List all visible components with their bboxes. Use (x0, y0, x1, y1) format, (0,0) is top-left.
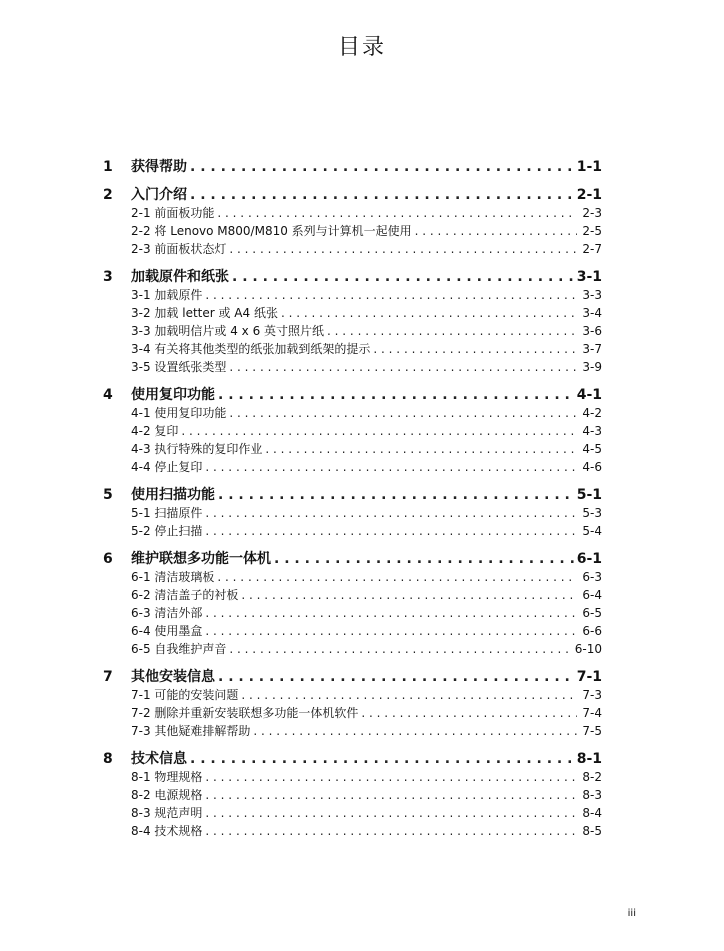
section-title: 7-2 删除并重新安装联想多功能一体机软件 (131, 706, 359, 720)
section-title: 8-3 规范声明 (131, 806, 203, 820)
toc-section-entry[interactable] (103, 404, 602, 422)
section-title: 4-4 停止复印 (131, 460, 203, 474)
section-page-number: 4-2 (582, 406, 602, 420)
chapter-number: 2 (103, 187, 113, 203)
toc-chapter (103, 548, 602, 658)
toc-section-entry[interactable] (103, 204, 602, 222)
section-page-number: 7-5 (582, 724, 602, 738)
section-title: 2-1 前面板功能 (131, 206, 215, 220)
dot-leader (241, 688, 577, 702)
chapter-title: 技术信息 (131, 751, 187, 767)
chapter-title: 入门介绍 (131, 187, 187, 203)
section-page-number: 3-3 (582, 288, 602, 302)
section-page-number: 5-4 (582, 524, 602, 538)
dot-leader (205, 824, 577, 838)
chapter-number: 6 (103, 551, 113, 567)
section-title: 2-2 将 Lenovo M800/M810 系列与计算机一起使用 (131, 224, 412, 238)
section-page-number: 3-9 (582, 360, 602, 374)
toc-section-entry[interactable] (103, 322, 602, 340)
dot-leader (218, 487, 574, 503)
toc-section-entry[interactable] (103, 358, 602, 376)
section-page-number: 2-3 (582, 206, 602, 220)
toc-section-entry[interactable] (103, 822, 602, 840)
toc-chapter-entry[interactable] (103, 384, 602, 404)
chapter-page-number: 7-1 (576, 669, 602, 685)
toc-chapter (103, 666, 602, 740)
toc-chapter-entry[interactable] (103, 156, 602, 176)
section-page-number: 7-4 (582, 706, 602, 720)
toc-section-entry[interactable] (103, 340, 602, 358)
dot-leader (181, 424, 577, 438)
dot-leader (205, 770, 577, 784)
toc-section-entry[interactable] (103, 568, 602, 586)
dot-leader (361, 706, 577, 720)
toc-section-entry[interactable] (103, 286, 602, 304)
section-title: 3-3 加载明信片或 4 x 6 英寸照片纸 (131, 324, 325, 338)
section-page-number: 6-5 (582, 606, 602, 620)
dot-leader (373, 342, 577, 356)
section-page-number: 6-4 (582, 588, 602, 602)
toc-section-entry[interactable] (103, 722, 602, 740)
toc-section-entry[interactable] (103, 704, 602, 722)
toc-chapter-entry[interactable] (103, 548, 602, 568)
dot-leader (241, 588, 577, 602)
chapter-page-number: 4-1 (576, 387, 602, 403)
toc-section-entry[interactable] (103, 640, 602, 658)
chapter-number: 4 (103, 387, 113, 403)
toc-chapter-entry[interactable] (103, 666, 602, 686)
section-title: 8-1 物理规格 (131, 770, 203, 784)
dot-leader (205, 606, 577, 620)
section-title: 4-1 使用复印功能 (131, 406, 227, 420)
dot-leader (218, 387, 574, 403)
toc-chapter (103, 266, 602, 376)
section-title: 4-3 执行特殊的复印作业 (131, 442, 263, 456)
toc-chapter-entry[interactable] (103, 748, 602, 768)
section-page-number: 5-3 (582, 506, 602, 520)
section-page-number: 7-3 (582, 688, 602, 702)
section-page-number: 2-7 (582, 242, 602, 256)
section-page-number: 6-3 (582, 570, 602, 584)
section-title: 3-1 加载原件 (131, 288, 203, 302)
chapter-number: 1 (103, 159, 113, 175)
chapter-number: 7 (103, 669, 113, 685)
toc-chapter (103, 156, 602, 176)
section-title: 8-2 电源规格 (131, 788, 203, 802)
section-page-number: 3-7 (582, 342, 602, 356)
chapter-page-number: 3-1 (576, 269, 602, 285)
section-title: 3-2 加载 letter 或 A4 纸张 (131, 306, 278, 320)
toc-section-entry[interactable] (103, 804, 602, 822)
section-title: 8-4 技术规格 (131, 824, 203, 838)
dot-leader (205, 288, 577, 302)
chapter-page-number: 8-1 (576, 751, 602, 767)
dot-leader (265, 442, 577, 456)
toc-section-entry[interactable] (103, 622, 602, 640)
dot-leader (229, 360, 577, 374)
toc-section-entry[interactable] (103, 458, 602, 476)
section-title: 6-3 清洁外部 (131, 606, 203, 620)
chapter-number: 5 (103, 487, 113, 503)
toc-section-entry[interactable] (103, 222, 602, 240)
dot-leader (232, 269, 574, 285)
section-page-number: 6-6 (582, 624, 602, 638)
section-page-number: 2-5 (582, 224, 602, 238)
toc-section-entry[interactable] (103, 240, 602, 258)
section-page-number: 3-6 (582, 324, 602, 338)
section-page-number: 8-3 (582, 788, 602, 802)
toc-chapter (103, 748, 602, 840)
dot-leader (217, 570, 577, 584)
section-page-number: 8-5 (582, 824, 602, 838)
section-page-number: 8-4 (582, 806, 602, 820)
dot-leader (205, 788, 577, 802)
dot-leader (205, 506, 577, 520)
section-title: 6-5 自我维护声音 (131, 642, 227, 656)
chapter-number: 3 (103, 269, 113, 285)
page-title: 目录 (337, 35, 386, 60)
dot-leader (190, 751, 574, 767)
section-page-number: 3-4 (582, 306, 602, 320)
toc-section-entry[interactable] (103, 504, 602, 522)
chapter-page-number: 6-1 (576, 551, 602, 567)
chapter-title: 其他安装信息 (131, 669, 215, 685)
section-title: 6-1 清洁玻璃板 (131, 570, 215, 584)
chapter-title: 加载原件和纸张 (131, 269, 229, 285)
dot-leader (229, 242, 577, 256)
toc-section-entry[interactable] (103, 522, 602, 540)
section-title: 3-5 设置纸张类型 (131, 360, 227, 374)
toc-section-entry[interactable] (103, 440, 602, 458)
toc-chapter-entry[interactable] (103, 266, 602, 286)
dot-leader (274, 551, 574, 567)
toc-chapter-entry[interactable] (103, 184, 602, 204)
dot-leader (415, 224, 577, 238)
section-title: 6-2 清洁盖子的衬板 (131, 588, 239, 602)
dot-leader (190, 187, 574, 203)
dot-leader (205, 524, 577, 538)
section-title: 2-3 前面板状态灯 (131, 242, 227, 256)
toc-section-entry[interactable] (103, 786, 602, 804)
dot-leader (229, 642, 571, 656)
dot-leader (205, 624, 577, 638)
dot-leader (190, 159, 574, 175)
toc-chapter (103, 184, 602, 258)
toc-chapter-entry[interactable] (103, 484, 602, 504)
section-title: 7-1 可能的安装问题 (131, 688, 239, 702)
chapter-title: 维护联想多功能一体机 (131, 551, 271, 567)
section-title: 6-4 使用墨盒 (131, 624, 203, 638)
table-of-contents (103, 156, 602, 848)
dot-leader (281, 306, 577, 320)
section-title: 7-3 其他疑难排解帮助 (131, 724, 251, 738)
section-page-number: 4-5 (582, 442, 602, 456)
dot-leader (205, 460, 577, 474)
chapter-title: 使用扫描功能 (131, 487, 215, 503)
chapter-title: 获得帮助 (131, 159, 187, 175)
toc-section-entry[interactable] (103, 768, 602, 786)
section-page-number: 4-3 (582, 424, 602, 438)
chapter-number: 8 (103, 751, 113, 767)
chapter-page-number: 2-1 (576, 187, 602, 203)
section-page-number: 8-2 (582, 770, 602, 784)
toc-chapter (103, 484, 602, 540)
section-title: 5-1 扫描原件 (131, 506, 203, 520)
toc-section-entry[interactable] (103, 604, 602, 622)
toc-section-entry[interactable] (103, 422, 602, 440)
chapter-page-number: 5-1 (576, 487, 602, 503)
toc-section-entry[interactable] (103, 304, 602, 322)
chapter-title: 使用复印功能 (131, 387, 215, 403)
toc-section-entry[interactable] (103, 586, 602, 604)
section-title: 4-2 复印 (131, 424, 179, 438)
dot-leader (218, 669, 574, 685)
dot-leader (327, 324, 577, 338)
section-page-number: 4-6 (582, 460, 602, 474)
dot-leader (229, 406, 577, 420)
toc-chapter (103, 384, 602, 476)
section-title: 3-4 有关将其他类型的纸张加载到纸架的提示 (131, 342, 371, 356)
section-title: 5-2 停止扫描 (131, 524, 203, 538)
dot-leader (205, 806, 577, 820)
section-page-number: 6-10 (574, 642, 602, 656)
toc-section-entry[interactable] (103, 686, 602, 704)
dot-leader (217, 206, 577, 220)
chapter-page-number: 1-1 (576, 159, 602, 175)
dot-leader (253, 724, 577, 738)
page-number-footer: iii (627, 908, 636, 919)
